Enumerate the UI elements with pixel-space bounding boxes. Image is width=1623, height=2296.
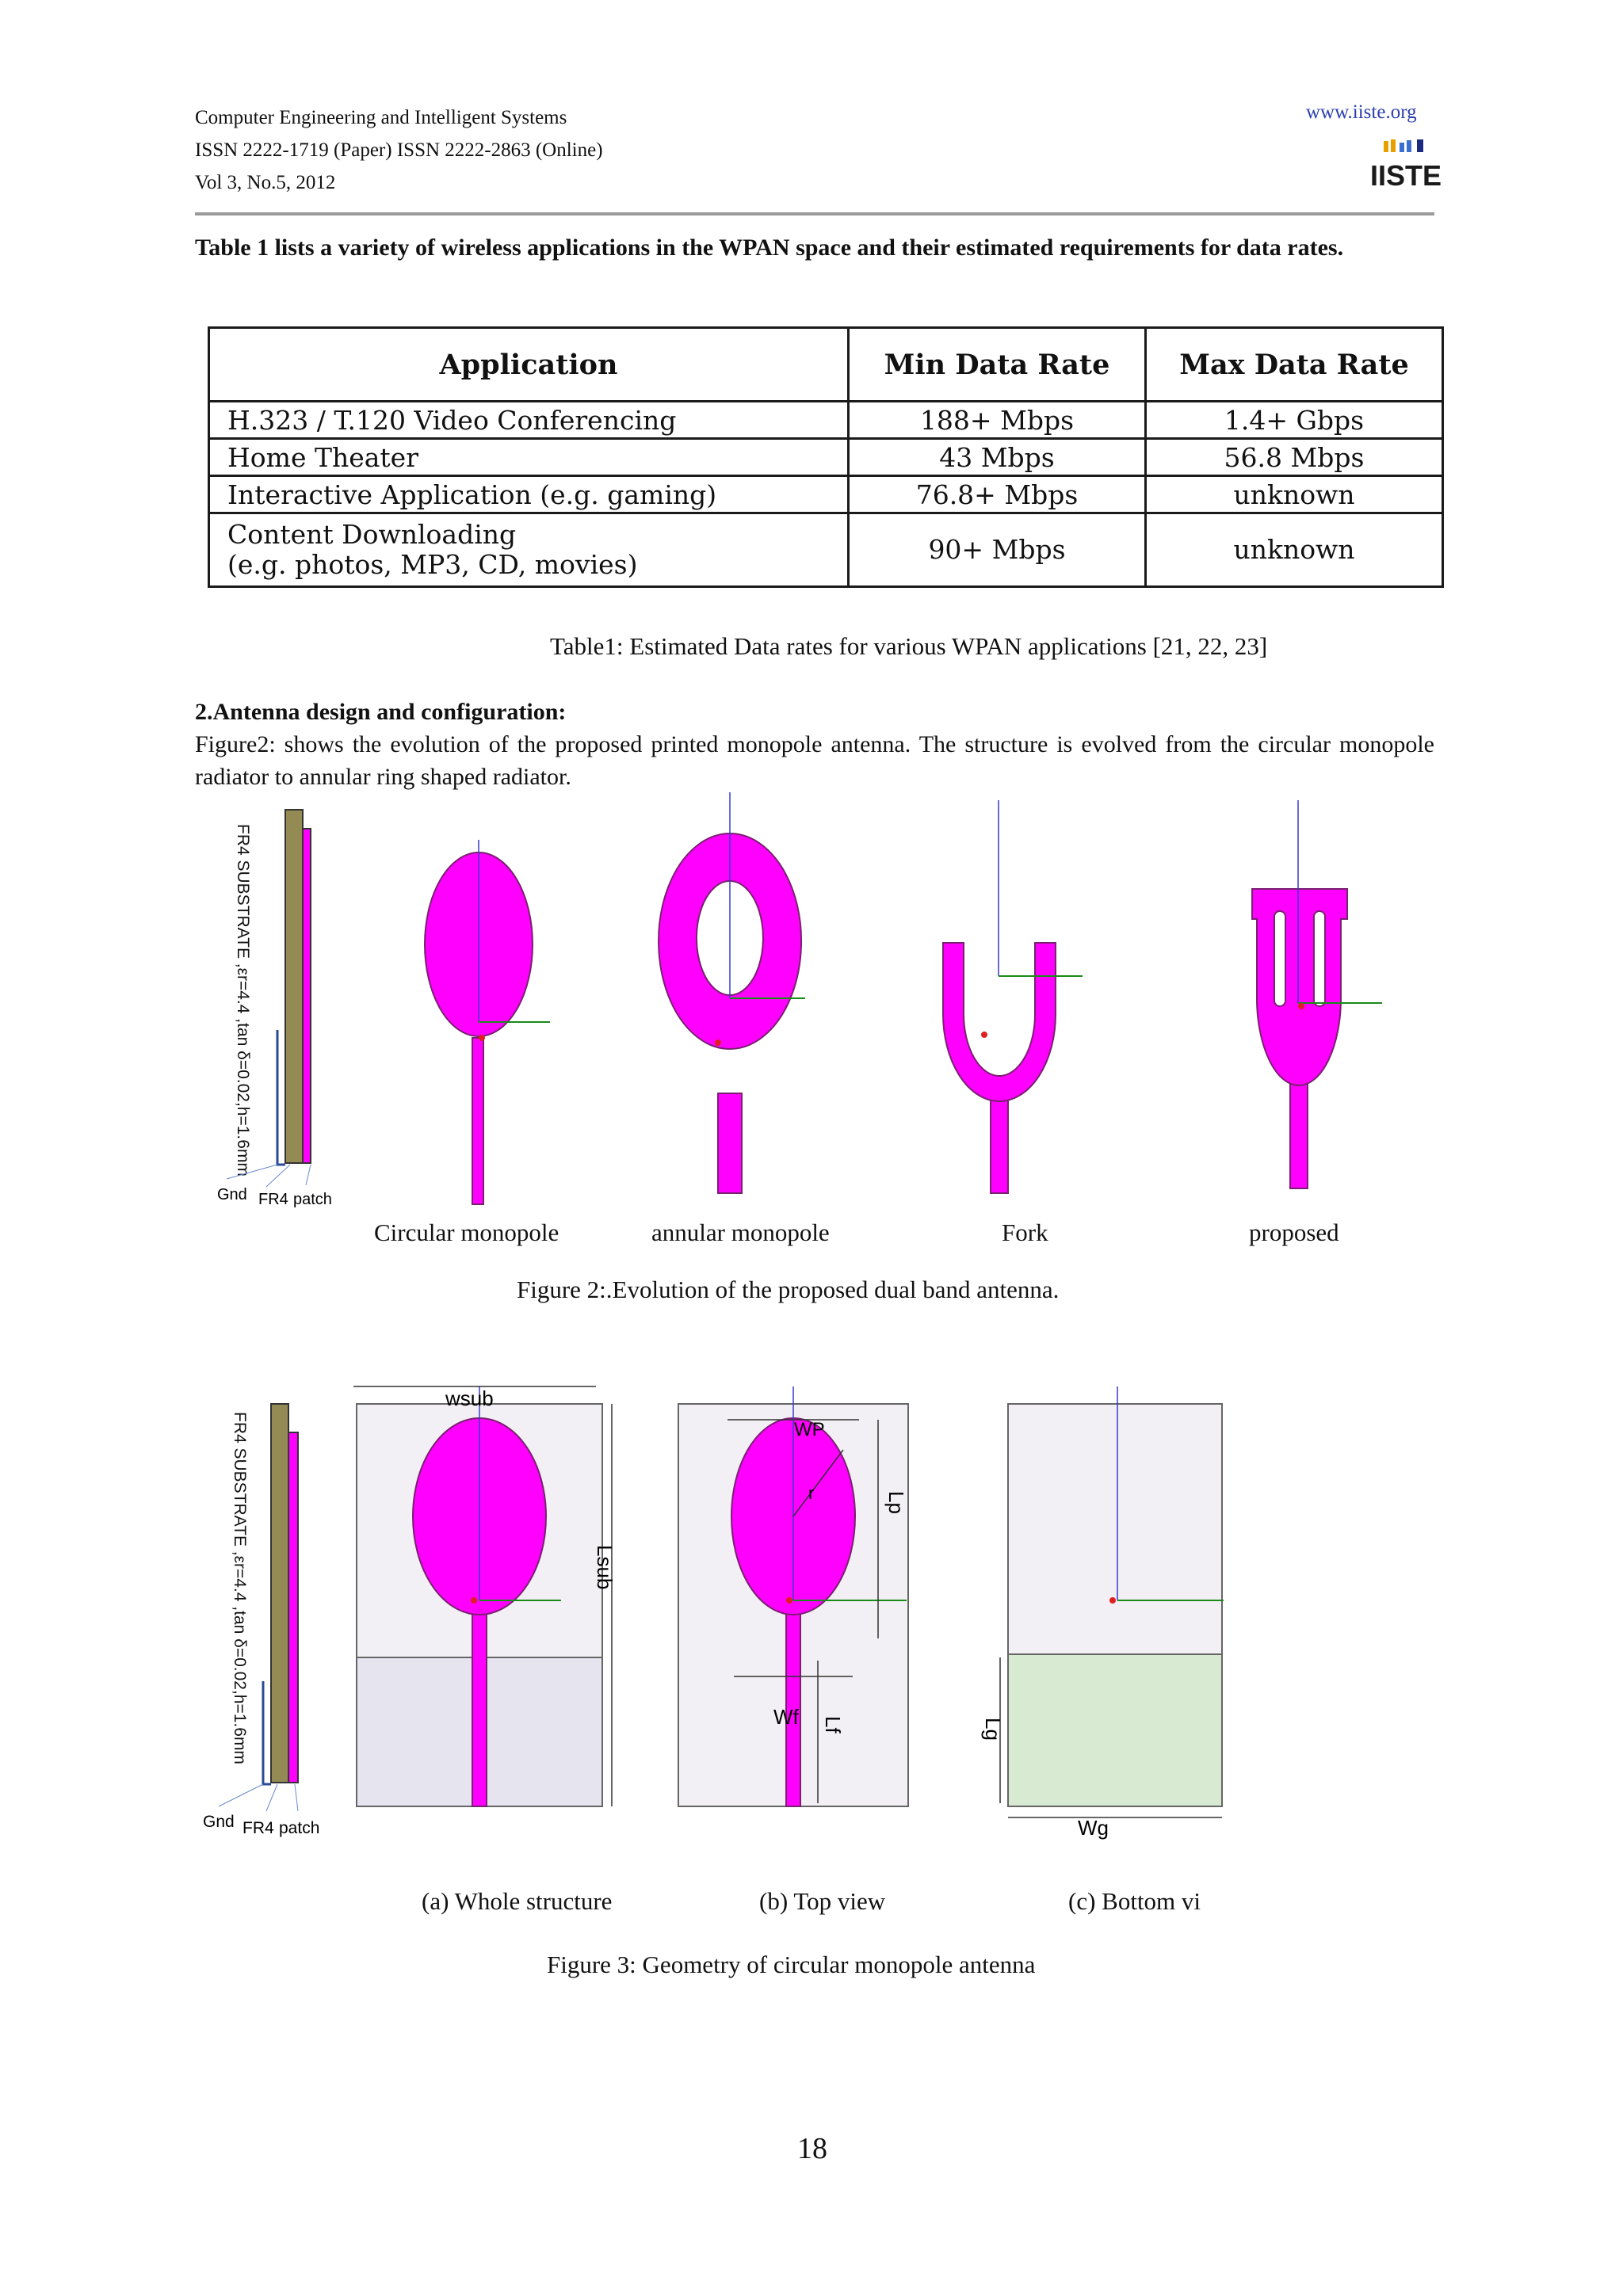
dim-lsub: Lsub (593, 1545, 617, 1590)
cell-max: 1.4+ Gbps (1146, 402, 1443, 439)
cell-max: 56.8 Mbps (1146, 439, 1443, 476)
fig2-label-fork: Fork (1002, 1219, 1048, 1246)
fig3-fr4-label: FR4 (242, 1819, 274, 1837)
fig3-label-bottom: (c) Bottom vi (1068, 1887, 1201, 1915)
iiste-logo (1369, 138, 1442, 192)
wpan-data-rate-table (208, 326, 1444, 588)
fig3-fr4-layer (271, 1404, 288, 1783)
page-number: 18 (797, 2132, 827, 2165)
cell-application: Home Theater (209, 439, 849, 476)
fig3-patch-layer (288, 1432, 298, 1783)
dim-wg: Wg (1078, 1816, 1109, 1840)
fig3-label-whole: (a) Whole structure (422, 1887, 613, 1915)
cell-application-line2: (e.g. photos, MP3, CD, movies) (227, 549, 638, 580)
issn-line: ISSN 2222-1719 (Paper) ISSN 2222-2863 (Online) (195, 139, 603, 161)
figure3-drawing (195, 1363, 1304, 1838)
dim-wp: WP (794, 1419, 825, 1440)
table-row (209, 439, 1443, 476)
annular-monopole-drawing (659, 792, 805, 1193)
cell-application-line1: Content Downloading (227, 519, 517, 550)
fig2-label-annular: annular monopole (651, 1219, 830, 1246)
fig3c-bottom-view (981, 1386, 1224, 1840)
table-row (209, 476, 1443, 513)
header-max-rate: Max Data Rate (1146, 328, 1443, 402)
table-header-row (209, 328, 1443, 402)
intro-paragraph: Table 1 lists a variety of wireless applications in the WPAN space and their estimated requirements for data rates. (195, 235, 1344, 261)
dim-lp: Lp (884, 1491, 908, 1514)
header-min-rate: Min Data Rate (849, 328, 1146, 402)
dim-lg: Lg (981, 1718, 1005, 1741)
table-row (209, 402, 1443, 439)
cell-max: unknown (1146, 513, 1443, 587)
proposed-antenna-drawing (1252, 800, 1382, 1188)
fig3b-top-view (678, 1386, 908, 1806)
cell-min: 76.8+ Mbps (849, 476, 1146, 513)
fig2-gnd-label: Gnd (217, 1186, 247, 1203)
table-row (209, 513, 1443, 587)
dim-wf: Wf (773, 1705, 799, 1729)
cell-min: 90+ Mbps (849, 513, 1146, 587)
fig2-patch-layer (303, 829, 311, 1163)
fig3-substrate-label: FR4 SUBSTRATE ,εr=4.4 ,tan δ=0.02,h=1.6mm (231, 1412, 249, 1764)
cell-application: Interactive Application (e.g. gaming) (209, 476, 849, 513)
section-body: Figure2: shows the evolution of the proposed printed monopole antenna. The structure is evolved from the circular monopole radiator to annular ring shaped radiator. (195, 731, 1434, 790)
fig2-gnd-layer (277, 1030, 285, 1165)
fig3-label-top: (b) Top view (759, 1887, 886, 1915)
section-heading: 2.Antenna design and configuration: (195, 699, 567, 725)
fig3a-whole-structure (353, 1386, 617, 1806)
fig2-substrate-label: FR4 SUBSTRATE ,εr=4.4 ,tan δ=0.02,h=1.6mm (234, 824, 252, 1177)
fig3-gnd-label: Gnd (203, 1813, 235, 1831)
journal-title: Computer Engineering and Intelligent Systems (195, 107, 567, 128)
figure3-caption: Figure 3: Geometry of circular monopole antenna (547, 1951, 1036, 1978)
cell-min: 188+ Mbps (849, 402, 1146, 439)
fig2-fr4-layer (285, 810, 303, 1163)
dim-lf: Lf (821, 1716, 845, 1733)
logo-lettering: IISTE (1369, 159, 1442, 192)
fork-monopole-drawing (943, 800, 1083, 1193)
fig2-patch-label: patch (293, 1191, 332, 1208)
cell-max: unknown (1146, 476, 1443, 513)
website-link[interactable]: www.iiste.org (1306, 101, 1417, 123)
fig2-fr4-label: FR4 (258, 1191, 288, 1208)
table-caption: Table1: Estimated Data rates for various WPAN applications [21, 22, 23] (550, 632, 1268, 660)
cell-application (209, 513, 849, 587)
fig2-label-circular: Circular monopole (374, 1219, 559, 1246)
header-rule (195, 212, 1434, 215)
header-application: Application (209, 328, 849, 402)
volume-line: Vol 3, No.5, 2012 (195, 172, 336, 193)
fig3-patch-label: patch (279, 1819, 320, 1837)
figure2-caption: Figure 2:.Evolution of the proposed dual band antenna. (517, 1276, 1060, 1303)
figure2-drawing (195, 792, 1434, 1208)
cell-application: H.323 / T.120 Video Conferencing (209, 402, 849, 439)
fig3-gnd-layer (263, 1681, 271, 1784)
dim-wsub: wsub (445, 1386, 494, 1410)
cell-min: 43 Mbps (849, 439, 1146, 476)
dim-r: r (808, 1483, 815, 1503)
fig2-label-proposed: proposed (1249, 1219, 1339, 1246)
circular-monopole-drawing (425, 840, 550, 1204)
